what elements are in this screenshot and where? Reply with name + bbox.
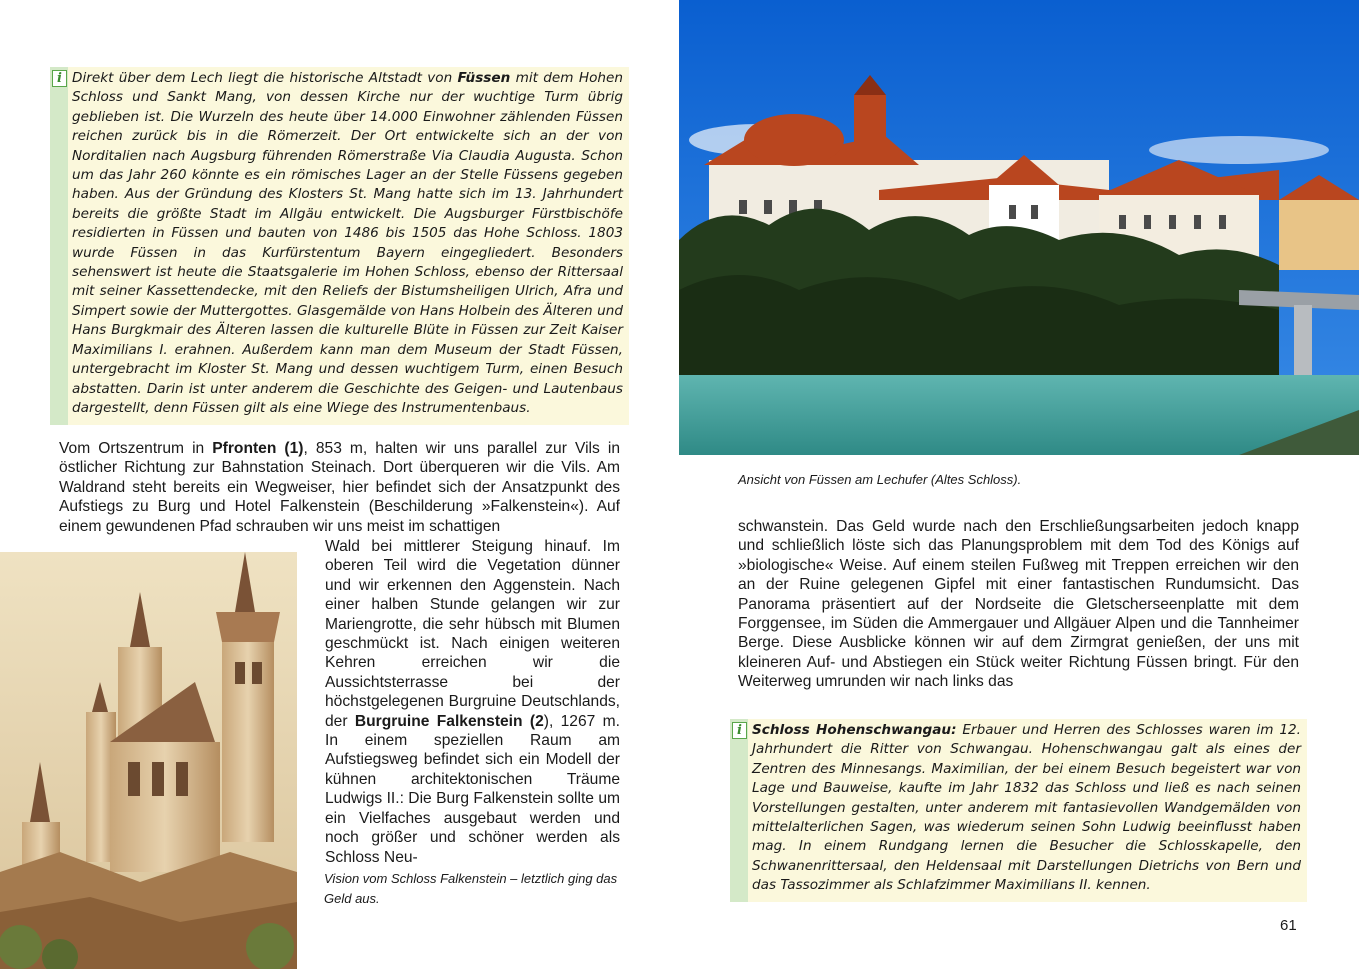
fuessen-caption: Ansicht von Füssen am Lechufer (Altes Schloss). <box>738 472 1022 487</box>
fuessen-info-text: Direkt über dem Lech liegt die historische Altstadt von Füssen mit dem Hohen Schloss und Sankt Mang, von dessen Kirche nur der wuchtige Turm übrig geblieben ist. Die Wurzeln des heute über 14.000 Einwohner zählenden Füssen reichen zurück bis in die Römerzeit. Der Ort entwickelte sich an der von Norditalien nach Augsburg führenden Römerstraße Via Claudia Augusta. Schon um das Jahr 260 könnte es ein römisches Lager an der Stelle Füssens gegeben haben. Aus der Gründung des Klosters St. Mang hatte sich im 13. Jahrhundert bereits die größte Stadt im Allgäu entwickelt. Die Augsburger Fürstbischöfe residierten in Füssen und bauten von 1486 bis 1505 das Hohe Schloss. 1803 wurde Füssen in das Kurfürstentum Bayern eingegliedert. Besonders sehenswert ist heute die Staatsgalerie im Hohen Schloss, ebenso der Rittersaal mit seiner Kassettendecke, mit den Reliefs der Bistumsheiligen Ulrich, Afra und Simpert sowie der Muttergottes. Glasgemälde von Hans Holbein des Älteren und Hans Burgkmair des Älteren lassen die kulturelle Blüte in Füssen zur Zeit Kaiser Maximilians I. erahnen. Außerdem kann man dem Museum der Stadt Füssen, untergebracht im Kloster St. Mang und dessen wuchtigem Turm, einen Besuch abstatten. Darin ist unter anderem die Geschichte des Geigen- und Lautenbaus dargestellt, denn Füssen gilt als eine Wiege des Instrumentenbaus. <box>72 70 623 416</box>
left-body-top <box>59 439 620 536</box>
falkenstein-caption: Vision vom Schloss Falkenstein – letztlich ging das Geld aus. <box>324 871 618 906</box>
info-icon: i <box>52 70 67 87</box>
fuessen-info-box <box>50 67 629 425</box>
falkenstein-illustration <box>0 552 297 969</box>
pfronten-label: Pfronten (1) <box>212 440 304 457</box>
hohenschwangau-info-box <box>730 719 1307 902</box>
info-icon: i <box>732 722 747 739</box>
hohenschwangau-title: Schloss Hohenschwangau: <box>752 722 957 738</box>
right-body <box>738 517 1299 692</box>
burgruine-label: Burgruine Falkenstein (2 <box>354 712 544 730</box>
fuessen-photo <box>679 0 1359 455</box>
right-body-paragraph: schwanstein. Das Geld wurde nach den Erschließungsarbeiten jedoch knapp und schließlich löste sich das Planungsproblem mit dem Tod des Königs auf »biologische« Weise. Auf einem steilen Fußweg mit Treppen erreichen wir den an der Ruine gelegenen Gipfel mit einer fantastischen Rundumsicht. Das Panorama präsentiert auf der Nordseite die Gletscherseenplatte mit dem Forggensee, im Süden die Ammergauer und Allgäuer Alpen und die Tannheimer Berge. Diese Ausblicke können wir auf dem Zirmgrat genießen, der uns mit kleineren Auf- und Abstiegen ein Stück weiter Richtung Füssen bringt. Für den Weiterweg umrunden wir nach links das <box>738 518 1299 691</box>
hohenschwangau-info-text: Schloss Hohenschwangau: Erbauer und Herren des Schlosses waren im 12. Jahrhundert die Ritter von Schwangau. Hohenschwangau galt als eines der Zentren des Minnesangs. Maximilian, der bei einem Besuch begeistert war von Lage und Bauweise, kaufte im Jahr 1832 das Schloss und ließ es nach seinen Vorstellungen gestalten, unter anderem mit fantasievollen Wandgemälden von mittelalterlichen Sagen, was wiederum seinen Sohn Ludwig beeinflusst haben mag. In einem Rundgang lernen die Besucher die Schlosskapelle, den Schwanenrittersaal, den Heldensaal mit Darstellungen Dietrichs von Bern und das Tassozimmer als Schlafzimmer Maximilians II. kennen. <box>752 722 1302 894</box>
fuessen-name: Füssen <box>457 70 511 86</box>
body-paragraph: Vom Ortszentrum in Pfronten (1), 853 m, halten wir uns parallel zur Vils in östlicher Richtung zur Bahnstation Steinach. Dort überqueren wir die Vils. Am Waldrand steht bereits ein Wegweiser, hier befindet sich der Ansatzpunkt des Aufstiegs zu Burg und Hotel Falkenstein (Beschilderung »Falkenstein«). Auf einem gewundenen Pfad schrauben wir uns meist im schattigen <box>59 440 620 535</box>
body-paragraph-continued: Wald bei mittlerer Steigung hinauf. Im oberen Teil wird die Vegetation dünner und wir erkennen den Aggenstein. Nach einer halben Stunde gelangen wir zur Mariengrotte, die sehr hübsch mit Blumen geschmückt ist. Nach einigen weiteren Kehren erreichen wir die Aussichtsterrasse bei der höchstgelegenen Burgruine Deutschlands, der Burgruine Falkenstein (2), 1267 m. In einem speziellen Raum am Aufstiegsweg befindet sich ein Modell der kühnen architektonischen Träume Ludwigs II.: Die Burg Falkenstein sollte um ein Vielfaches ausgebaut werden und noch größer und schöner werden als Schloss Neu- <box>325 538 620 866</box>
left-body-column <box>325 537 620 867</box>
page-number: 61 <box>1280 917 1297 934</box>
